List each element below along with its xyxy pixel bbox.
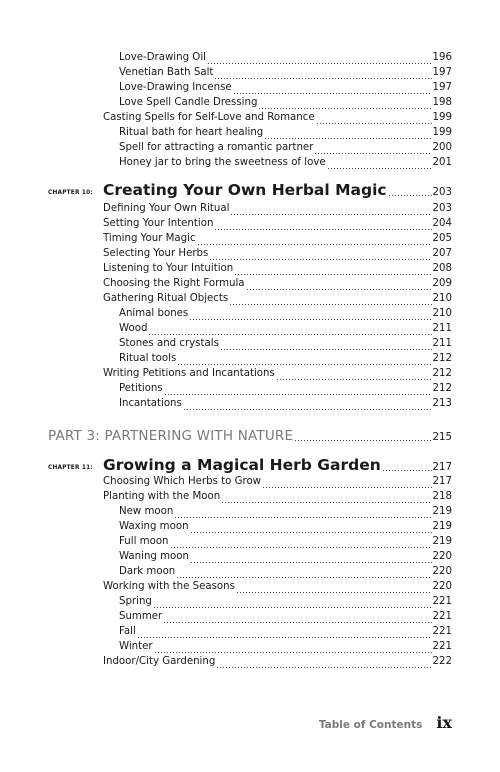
toc-entry-title: Writing Petitions and Incantations [103,368,275,379]
toc-entry-page: 209 [432,278,452,289]
footer-label: Table of Contents [318,719,423,731]
toc-entry-title: Love-Drawing Incense [119,82,232,93]
toc-entry-page: 219 [432,506,452,517]
toc-entry-page: 221 [432,611,452,622]
toc-entry[interactable] [119,155,452,170]
toc-entry[interactable] [103,201,452,216]
toc-entry-title: Fall [119,626,136,637]
part-heading[interactable] [48,425,452,445]
toc-entry-page: 220 [432,551,452,562]
dot-leader [388,186,432,197]
toc-entry-page: 211 [432,338,452,349]
toc-entry-page: 220 [432,581,452,592]
dot-leader [221,493,431,504]
toc-entry-title: Animal bones [119,308,189,319]
toc-entry-title: Full moon [119,536,169,547]
dot-leader [233,84,432,95]
toc-entry-title: Love Spell Candle Dressing [119,97,258,108]
chapter-heading[interactable] [48,453,452,475]
dot-leader [163,613,431,624]
dot-leader [176,568,431,579]
toc-entry-page: 204 [432,218,452,229]
page-numeral: ix [436,713,452,732]
toc-entry-title: Ritual tools [119,353,177,364]
toc-entry[interactable] [103,579,452,594]
dot-leader [230,205,431,216]
toc-entry-page: 220 [432,566,452,577]
dot-leader [216,658,431,669]
toc-entry[interactable] [119,321,452,336]
chapter-page: 217 [432,462,452,473]
toc-entry-title: Indoor/City Gardening [103,656,216,667]
toc-entry[interactable] [119,50,452,65]
toc-entry-title: Dark moon [119,566,176,577]
toc-entry-page: 196 [432,52,452,63]
toc-entry-title: Honey jar to bring the sweetness of love [119,157,326,168]
dot-leader [294,431,431,442]
toc-entry-title: Winter [119,641,153,652]
dot-leader [258,99,431,110]
toc-entry-title: Gathering Ritual Objects [103,293,229,304]
toc-entry[interactable] [119,381,452,396]
toc-entry-title: New moon [119,506,174,517]
toc-entry-page: 208 [432,263,452,274]
toc-entry[interactable] [119,140,452,155]
toc-entry-title: Petitions [119,383,163,394]
dot-leader [229,295,431,306]
dot-leader [220,340,432,351]
toc-entry-title: Waxing moon [119,521,189,532]
dot-leader [183,400,432,411]
dot-leader [236,583,432,594]
toc-entry-title: Summer [119,611,163,622]
chapter-heading[interactable] [48,178,452,200]
toc-entry-page: 218 [432,491,452,502]
dot-leader [170,538,432,549]
dot-leader [246,280,432,291]
toc-entry-title: Stones and crystals [119,338,219,349]
chapter-label: CHAPTER 11: [48,465,93,471]
toc-entry-page: 221 [432,596,452,607]
dot-leader [382,461,432,472]
toc-entry[interactable] [119,125,452,140]
toc-entry-page: 210 [432,293,452,304]
dot-leader [264,129,431,140]
toc-entry-title: Love-Drawing Oil [119,52,206,63]
toc-entry[interactable] [103,489,452,504]
toc-entry[interactable] [103,276,452,291]
dot-leader [209,250,431,261]
toc-entry-title: Planting with the Moon [103,491,221,502]
toc-entry-page: 207 [432,248,452,259]
toc-entry[interactable] [103,654,452,669]
toc-entry[interactable] [119,65,452,80]
dot-leader [207,54,432,65]
toc-entry[interactable] [119,624,452,639]
dot-leader [189,310,431,321]
dot-leader [164,385,432,396]
dot-leader [190,523,432,534]
toc-entry-page: 199 [432,127,452,138]
dot-leader [148,325,431,336]
chapter-title: Creating Your Own Herbal Magic [103,181,387,199]
dot-leader [197,235,432,246]
toc-entry-page: 219 [432,536,452,547]
dot-leader [327,159,432,170]
toc-entry-page: 199 [432,112,452,123]
toc-entry-title: Wood [119,323,148,334]
toc-entry-page: 221 [432,641,452,652]
dot-leader [262,478,432,489]
toc-entry[interactable] [119,504,452,519]
toc-entry[interactable] [119,594,452,609]
toc-entry-page: 201 [432,157,452,168]
toc-entry-title: Choosing the Right Formula [103,278,245,289]
toc-entry-page: 198 [432,97,452,108]
toc-entry-page: 197 [432,82,452,93]
chapter-label: CHAPTER 10: [48,190,93,196]
toc-entry[interactable] [103,216,452,231]
toc-entry-title: Casting Spells for Self-Love and Romance [103,112,315,123]
toc-entry-page: 222 [432,656,452,667]
dot-leader [174,508,431,519]
toc-entry[interactable] [119,564,452,579]
toc-entry-title: Spring [119,596,152,607]
toc-entry-page: 211 [432,323,452,334]
toc-entry[interactable] [103,291,452,306]
toc-entry-title: Venetian Bath Salt [119,67,214,78]
toc-entry-page: 217 [432,476,452,487]
toc-entry-page: 212 [432,353,452,364]
toc-entry-page: 203 [432,203,452,214]
toc-entry-title: Incantations [119,398,182,409]
dot-leader [214,220,431,231]
toc-entry-page: 200 [432,142,452,153]
dot-leader [314,144,431,155]
toc-entry[interactable] [119,80,452,95]
toc-entry-title: Selecting Your Herbs [103,248,209,259]
toc-entry[interactable] [103,474,452,489]
toc-entry[interactable] [119,519,452,534]
toc-entry-page: 219 [432,521,452,532]
toc-entry[interactable] [119,639,452,654]
toc-entry-page: 197 [432,67,452,78]
toc-entry[interactable] [103,261,452,276]
toc-entry-title: Ritual bath for heart healing [119,127,264,138]
part-page: 215 [432,432,452,443]
toc-entry[interactable] [119,351,452,366]
toc-entry-page: 212 [432,368,452,379]
toc-entry-page: 213 [432,398,452,409]
toc-entry[interactable] [103,231,452,246]
dot-leader [137,628,432,639]
chapter-title: Growing a Magical Herb Garden [103,456,381,474]
toc-entry-page: 205 [432,233,452,244]
toc-entry-title: Setting Your Intention [103,218,214,229]
toc-entry-page: 210 [432,308,452,319]
toc-entry[interactable] [119,396,452,411]
toc-entry-title: Listening to Your Intuition [103,263,234,274]
toc-entry[interactable] [119,95,452,110]
toc-entry[interactable] [119,534,452,549]
toc-entry[interactable] [103,246,452,261]
dot-leader [234,265,431,276]
toc-entry-title: Choosing Which Herbs to Grow [103,476,262,487]
dot-leader [316,114,432,125]
toc-entry-page: 212 [432,383,452,394]
toc-entry[interactable] [119,549,452,564]
toc-entry-page: 221 [432,626,452,637]
toc-entry[interactable] [103,366,452,381]
dot-leader [154,643,432,654]
toc-entry[interactable] [119,609,452,624]
dot-leader [214,69,431,80]
toc-entry[interactable] [119,336,452,351]
toc-entry-title: Timing Your Magic [103,233,196,244]
toc-entry-title: Spell for attracting a romantic partner [119,142,314,153]
page-footer [319,713,452,732]
dot-leader [177,355,431,366]
toc-entry-title: Working with the Seasons [103,581,235,592]
toc-entry[interactable] [119,306,452,321]
dot-leader [153,598,432,609]
toc-entry[interactable] [103,110,452,125]
dot-leader [190,553,432,564]
dot-leader [276,370,432,381]
toc-entry-title: Waning moon [119,551,189,562]
toc-entry-title: Defining Your Own Ritual [103,203,230,214]
part-title: PART 3: PARTNERING WITH NATURE [48,428,294,444]
chapter-page: 203 [432,187,452,198]
